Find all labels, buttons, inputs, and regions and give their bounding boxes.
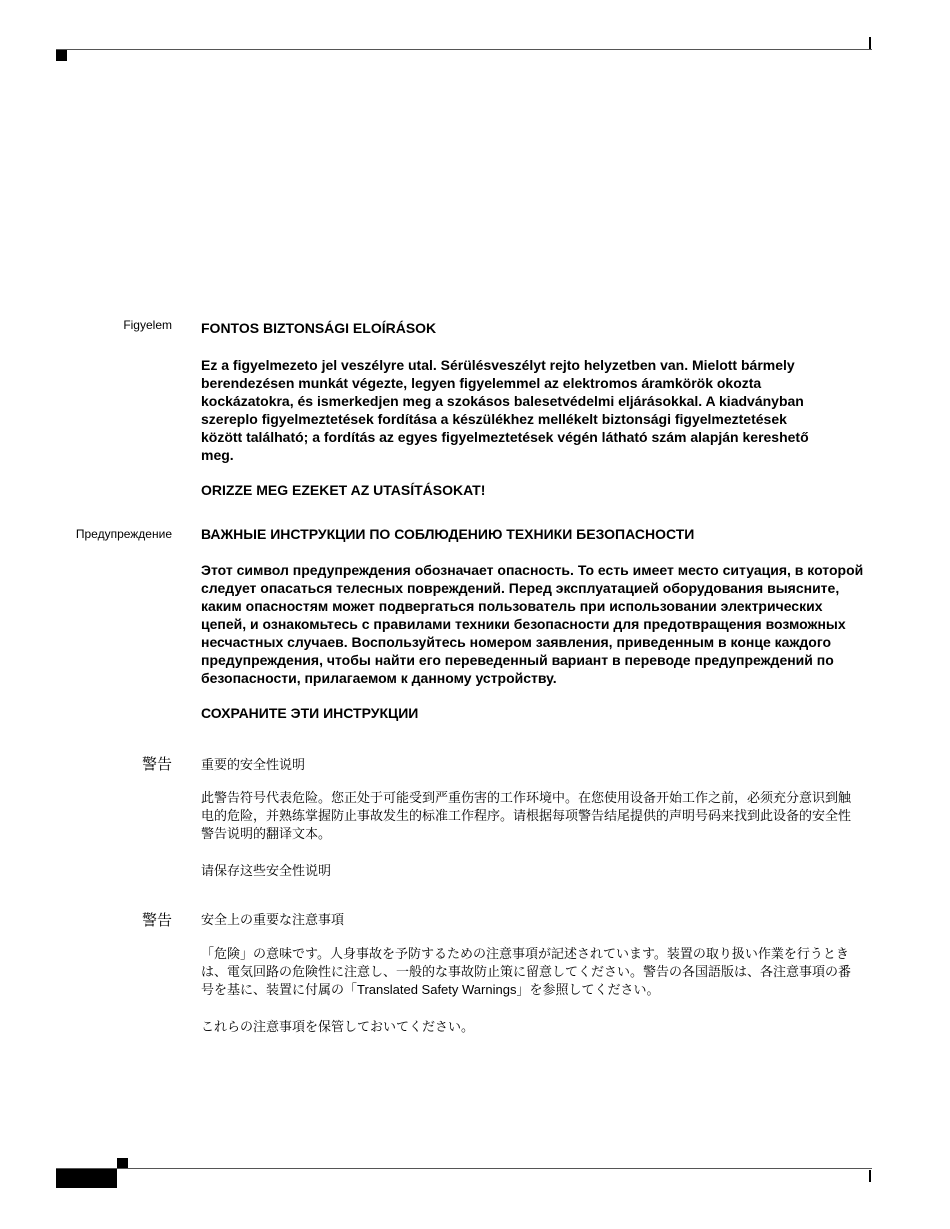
footer-rule xyxy=(56,1168,872,1169)
warning-label-chinese: 警告 xyxy=(141,756,172,773)
warning-label-russian: Предупреждение xyxy=(75,527,172,541)
header-left-marker xyxy=(56,50,67,61)
warning-body-russian: Этот символ предупреждения обозначает опасность. То есть имеет место ситуация, в которой следует опасаться телесных повреждений. Перед эксплуатацией оборудования выясните, каким опасностям может подвергаться пользователь при использовании электрических цепей, и ознакомьтесь с правилами техники безопасности для предотвращения возможных несчастных случаев. Воспользуйтесь номером заявления, приведенным в конце каждого предупреждения, чтобы найти его переведенный вариант в переводе предупреждений по безопасности, прилагаемом к данному устройству. xyxy=(201,562,864,686)
warning-footer-russian: СОХРАНИТЕ ЭТИ ИНСТРУКЦИИ xyxy=(201,705,419,721)
warning-body-hungarian: Ez a figyelmezeto jel veszélyre utal. Sérülésveszélyt rejto helyzetben van. Mielott bármely berendezésen munkát végezte, legyen figyelemmel az elektromos áramkörök okozta kockázatokra, és ismerkedjen meg a szokásos balesetvédelmi eljárásokkal. A kiadványban szereplo figyelmeztetések fordítása a készülékhez mellékelt biztonsági figyelmeztetések között található; a fordítás az egyes figyelmeztetések végén látható szám alapján kereshető meg. xyxy=(201,357,809,463)
warning-heading-chinese: 重要的安全性说明 xyxy=(201,757,306,772)
warning-label-hungarian: Figyelem xyxy=(123,318,172,332)
footer-right-tick xyxy=(869,1170,871,1182)
footer-page-tab xyxy=(56,1169,117,1188)
warning-body-japanese: 「危険」の意味です。人身事故を予防するための注意事項が記述されています。装置の取り扱い作業を行うときは、電気回路の危険性に注意し、一般的な事故防止策に留意してください。警告の各国語版は、各注意事項の番号を基に、装置に付属の「Translated Safety Warnings」を参照してください。 xyxy=(201,946,852,997)
warning-footer-hungarian: ORIZZE MEG EZEKET AZ UTASÍTÁSOKAT! xyxy=(201,482,486,498)
header-right-tick xyxy=(869,37,871,49)
header-rule xyxy=(56,49,872,50)
warning-footer-chinese: 请保存这些安全性说明 xyxy=(201,863,332,878)
warning-body-chinese: 此警告符号代表危险。您正处于可能受到严重伤害的工作环境中。在您使用设备开始工作之前，必须充分意识到触电的危险，并熟练掌握防止事故发生的标准工作程序。请根据每项警告结尾提供的声明号码来找到此设备的安全性警告说明的翻译文本。 xyxy=(201,790,852,841)
warning-heading-hungarian: FONTOS BIZTONSÁGI ELOÍRÁSOK xyxy=(201,320,437,336)
warning-label-japanese: 警告 xyxy=(141,912,172,929)
warning-heading-russian: ВАЖНЫЕ ИНСТРУКЦИИ ПО СОБЛЮДЕНИЮ ТЕХНИКИ БЕЗОПАСНОСТИ xyxy=(201,526,695,542)
warning-footer-japanese: これらの注意事項を保管しておいてください。 xyxy=(201,1019,475,1034)
warning-heading-japanese: 安全上の重要な注意事項 xyxy=(201,912,345,927)
